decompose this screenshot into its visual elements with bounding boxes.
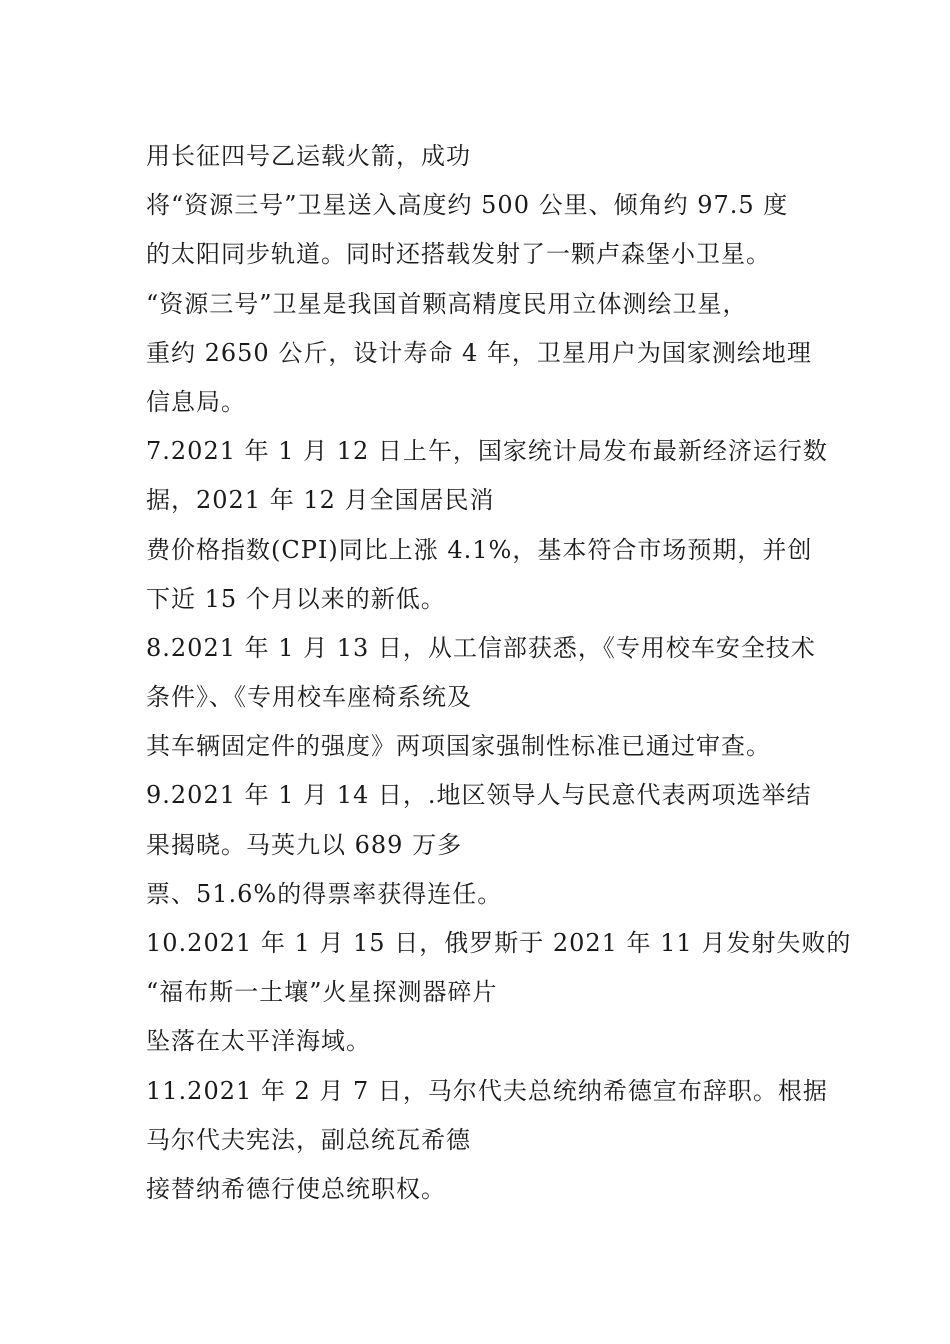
text-line: 下近 15 个月以来的新低。 bbox=[146, 584, 446, 613]
document-body bbox=[146, 132, 852, 1214]
text-line: 将“资源三号”卫星送入高度约 500 公里、倾角约 97.5 度 bbox=[146, 191, 789, 220]
text-line: “资源三号”卫星是我国首颗高精度民用立体测绘卫星， bbox=[146, 289, 748, 318]
text-line: 条件》、《专用校车座椅系统及 bbox=[146, 683, 472, 712]
text-line: “福布斯一土壤”火星探测器碎片 bbox=[146, 978, 498, 1007]
text-line: 马尔代夫宪法，副总统瓦希德 bbox=[146, 1125, 471, 1154]
text-line: 7.2021 年 1 月 12 日上午，国家统计局发布最新经济运行数 bbox=[146, 437, 828, 466]
text-line: 信息局。 bbox=[146, 387, 246, 416]
text-line: 11.2021 年 2 月 7 日，马尔代夫总统纳希德宣布辞职。根据 bbox=[146, 1076, 828, 1105]
text-line: 9.2021 年 1 月 14 日，.地区领导人与民意代表两项选举结 bbox=[146, 781, 812, 810]
text-line: 其车辆固定件的强度》两项国家强制性标准已通过审查。 bbox=[146, 732, 771, 761]
text-line: 的太阳同步轨道。同时还搭载发射了一颗卢森堡小卫星。 bbox=[146, 240, 771, 269]
text-line: 果揭晓。马英九以 689 万多 bbox=[146, 830, 463, 859]
text-line: 用长征四号乙运载火箭，成功 bbox=[146, 142, 471, 170]
text-line: 重约 2650 公斤，设计寿命 4 年，卫星用户为国家测绘地理 bbox=[146, 338, 812, 367]
text-line: 8.2021 年 1 月 13 日，从工信部获悉，《专用校车安全技术 bbox=[146, 633, 816, 662]
text-line: 接替纳希德行使总统职权。 bbox=[146, 1174, 446, 1203]
text-line: 费价格指数(CPI)同比上涨 4.1%，基本符合市场预期，并创 bbox=[146, 535, 813, 564]
text-line: 票、51.6%的得票率获得连任。 bbox=[146, 879, 503, 908]
text-line: 坠落在太平洋海域。 bbox=[146, 1027, 371, 1056]
text-line: 据，2021 年 12 月全国居民消 bbox=[146, 486, 495, 515]
text-line: 10.2021 年 1 月 15 日，俄罗斯于 2021 年 11 月发射失败的 bbox=[146, 929, 852, 957]
